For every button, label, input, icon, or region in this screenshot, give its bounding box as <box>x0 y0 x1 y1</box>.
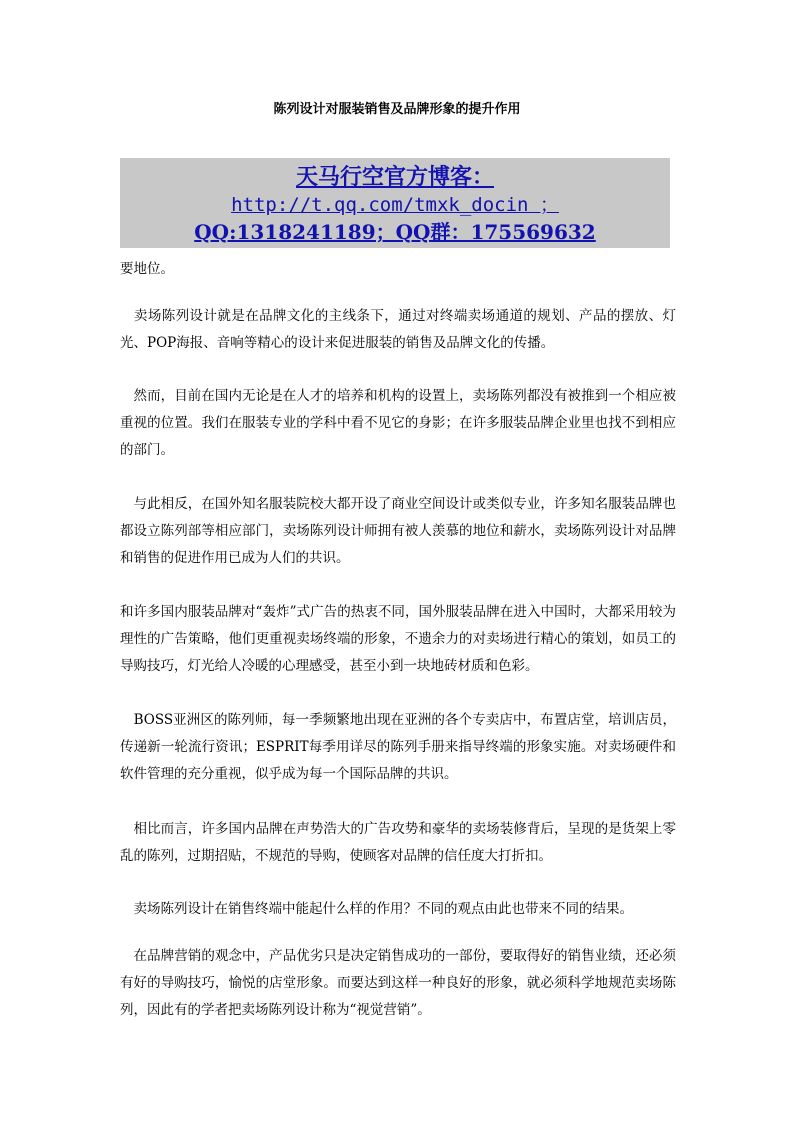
banner-url-link[interactable]: http://t.qq.com/tmxk_docin ； <box>231 194 559 216</box>
paragraph-6: 相比而言，许多国内品牌在声势浩大的广告攻势和豪华的卖场装修背后，呈现的是货架上零乱的陈列，过期招贴，不规范的导购，使顾客对品牌的信任度大打折扣。 <box>120 821 676 864</box>
paragraph-4: 和许多国内服装品牌对“轰炸”式广告的热衷不同，国外服装品牌在进入中国时，大都采用较为理性的广告策略，他们更重视卖场终端的形象，不遗余力的对卖场进行精心的策划，如员工的导购技巧，灯光给人冷暖的心理感受，甚至小到一块地砖材质和色彩。 <box>120 604 676 674</box>
paragraph-3: 与此相反，在国外知名服装院校大都开设了商业空间设计或类似专业，许多知名服装品牌也都设立陈列部等相应部门，卖场陈列设计师拥有被人羡慕的地位和薪水，卖场陈列设计对品牌和销售的促进作用已成为人们的共识。 <box>120 496 676 566</box>
promo-banner <box>120 158 670 248</box>
banner-blog-title[interactable]: 天马行空官方博客： <box>295 164 494 190</box>
paragraph-5: BOSS亚洲区的陈列师，每一季频繁地出现在亚洲的各个专卖店中，布置店堂，培训店员，传递新一轮流行资讯；ESPRIT每季用详尽的陈列手册来指导终端的形象实施。对卖场硬件和软件管理的充分重视，似乎成为每一个国际品牌的共识。 <box>120 712 676 782</box>
banner-qq-contact[interactable]: QQ:1318241189；QQ群：175569632 <box>194 220 596 244</box>
paragraph-2: 然而，目前在国内无论是在人才的培养和机构的设置上，卖场陈列都没有被推到一个相应被重视的位置。我们在服装专业的学科中看不见它的身影；在许多服装品牌企业里也找不到相应的部门。 <box>120 388 676 458</box>
paragraph-8: 在品牌营销的观念中，产品优劣只是决定销售成功的一部份，要取得好的销售业绩，还必须有好的导购技巧，愉悦的店堂形象。而要达到这样一种良好的形象，就必须科学地规范卖场陈列，因此有的学者把卖场陈列设计称为“视觉营销”。 <box>120 948 676 1018</box>
paragraph-1: 卖场陈列设计就是在品牌文化的主线条下，通过对终端卖场通道的规划、产品的摆放、灯光、POP海报、音响等精心的设计来促进服装的销售及品牌文化的传播。 <box>120 308 676 351</box>
paragraph-7: 卖场陈列设计在销售终端中能起什么样的作用？不同的观点由此也带来不同的结果。 <box>120 901 633 917</box>
paragraph-0: 要地位。 <box>120 261 174 277</box>
document-title: 陈列设计对服装销售及品牌形象的提升作用 <box>273 102 521 117</box>
